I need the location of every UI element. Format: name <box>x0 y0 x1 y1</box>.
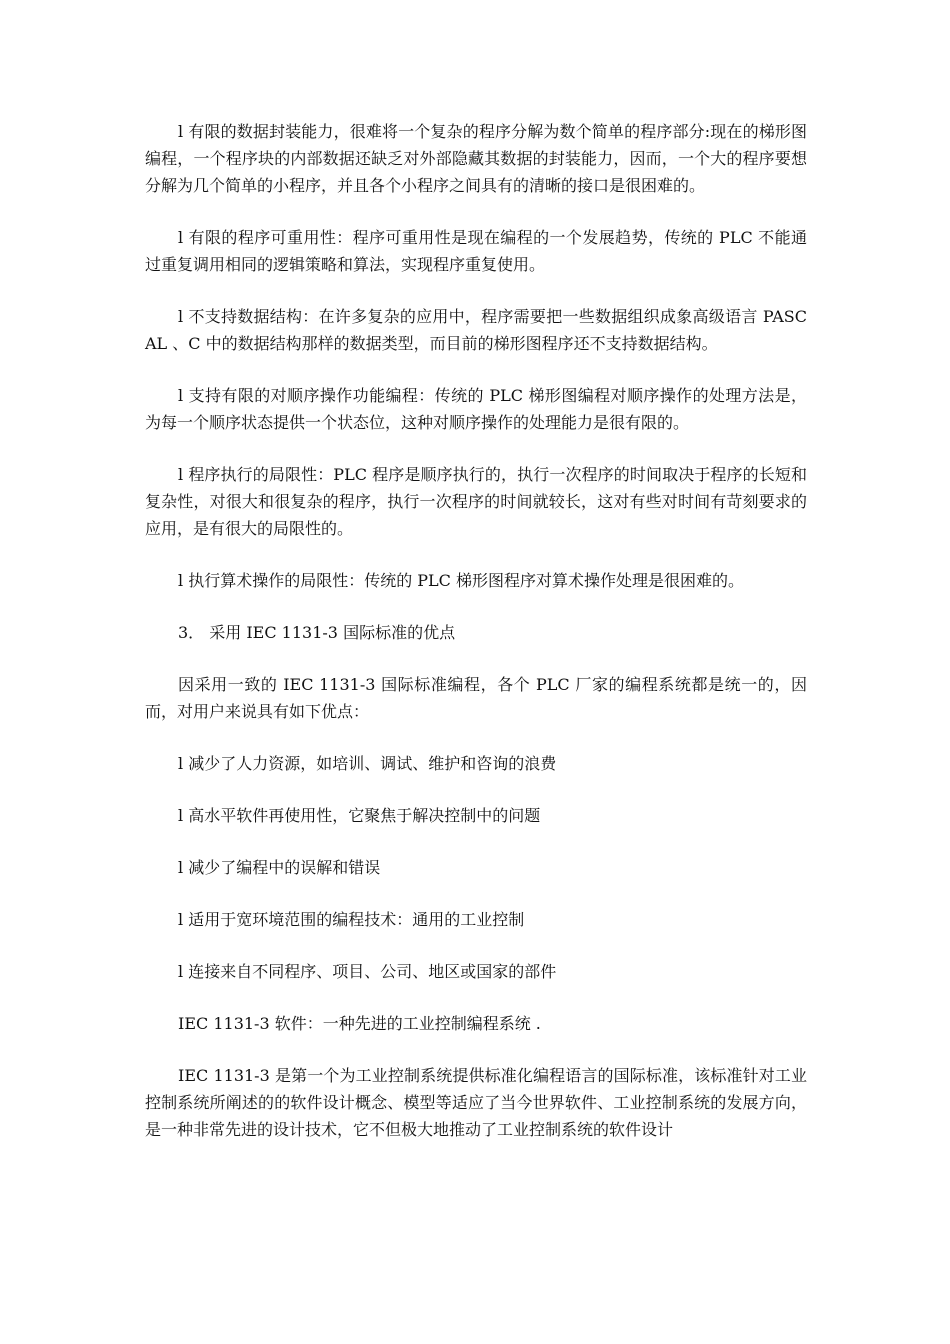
iec-intro-paragraph: 因采用一致的 IEC 1131-3 国际标准编程，各个 PLC 厂家的编程系统都是统一的，因而，对用户来说具有如下优点： <box>145 675 807 721</box>
iec-standard-paragraph: IEC 1131-3 是第一个为工业控制系统提供标准化编程语言的国际标准，该标准针对工业控制系统所阐述的的软件设计概念、模型等适应了当今世界软件、工业控制系统的发展方向，是一种非常先进的设计技术，它不但极大地推动了工业控制系统的软件设计 <box>145 1066 807 1139</box>
bullet-program-reusability: l 有限的程序可重用性：程序可重用性是现在编程的一个发展趋势，传统的 PLC 不能通过重复调用相同的逻辑策略和算法，实现程序重复使用。 <box>145 228 807 274</box>
bullet-sequential-operations: l 支持有限的对顺序操作功能编程：传统的 PLC 梯形图编程对顺序操作的处理方法是，为每一个顺序状态提供一个状态位，这种对顺序操作的处理能力是很有限的。 <box>145 386 807 432</box>
advantage-item: l 减少了编程中的误解和错误 <box>178 858 381 877</box>
document-body <box>145 118 807 1168</box>
advantage-item: l 连接来自不同程序、项目、公司、地区或国家的部件 <box>178 962 557 981</box>
bullet-execution-limits: l 程序执行的局限性：PLC 程序是顺序执行的，执行一次程序的时间取决于程序的长短和复杂性，对很大和很复杂的程序，执行一次程序的时间就较长，这对有些对时间有苛刻要求的应用，是有很大的局限性的。 <box>145 465 807 538</box>
bullet-data-encapsulation: l 有限的数据封装能力，很难将一个复杂的程序分解为数个简单的程序部分:现在的梯形图编程，一个程序块的内部数据还缺乏对外部隐藏其数据的封装能力，因而，一个大的程序要想分解为几个简单的小程序，并且各个小程序之间具有的清晰的接口是很困难的。 <box>145 122 807 195</box>
bullet-arithmetic-limits: l 执行算术操作的局限性：传统的 PLC 梯形图程序对算术操作处理是很困难的。 <box>178 571 745 590</box>
advantage-item: l 减少了人力资源，如培训、调试、维护和咨询的浪费 <box>178 754 557 773</box>
iec-software-heading: IEC 1131-3 软件：一种先进的工业控制编程系统 . <box>178 1014 541 1033</box>
advantage-item: l 适用于宽环境范围的编程技术：通用的工业控制 <box>178 910 525 929</box>
section-heading-iec-advantages: 3． 采用 IEC 1131-3 国际标准的优点 <box>178 623 456 642</box>
bullet-data-structures: l 不支持数据结构：在许多复杂的应用中，程序需要把一些数据组织成象高级语言 PASCAL 、C 中的数据结构那样的数据类型，而目前的梯形图程序还不支持数据结构。 <box>145 307 807 353</box>
advantage-item: l 高水平软件再使用性，它聚焦于解决控制中的问题 <box>178 806 541 825</box>
